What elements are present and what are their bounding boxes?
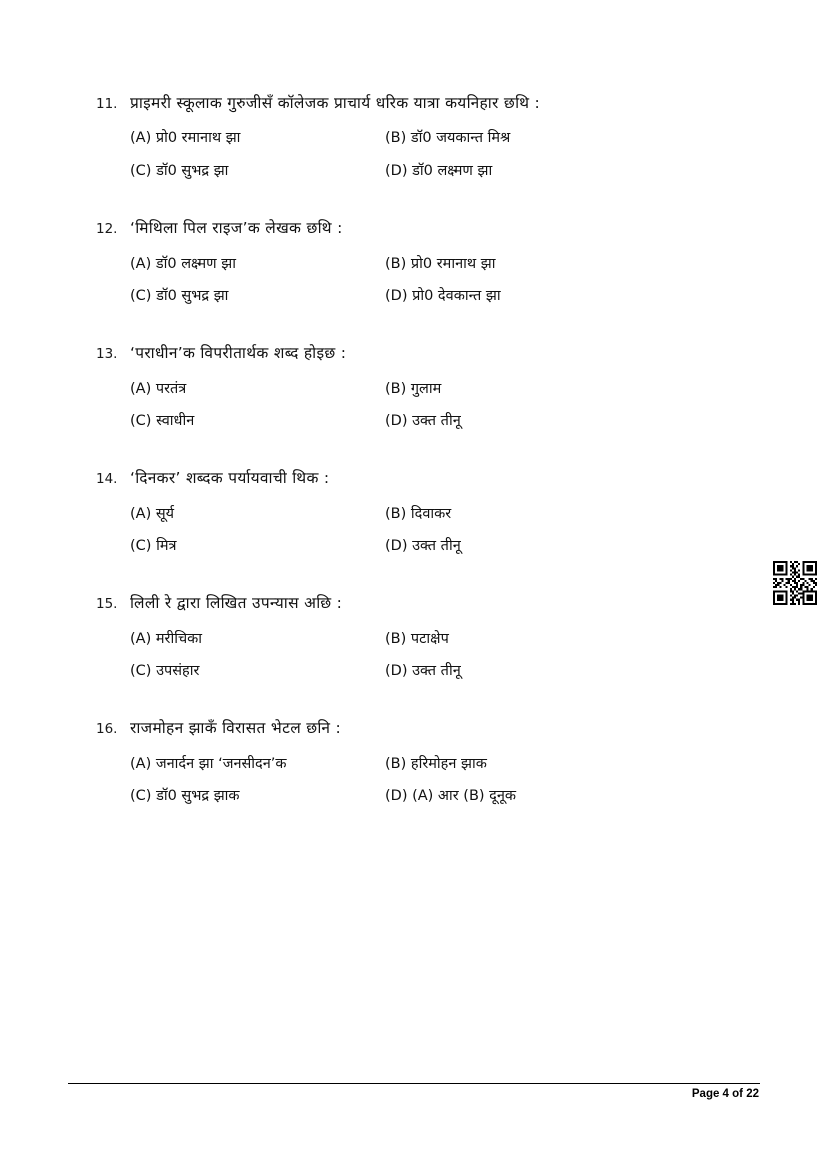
- option-a-label: (A): [130, 255, 152, 272]
- footer-page-number: Page 4 of 22: [691, 1088, 759, 1100]
- option-b-label: (B): [385, 380, 407, 397]
- option-d-text: उक्त तीनू: [412, 663, 461, 680]
- option-group: [130, 254, 736, 307]
- question-number: 16.: [96, 721, 118, 738]
- option-c-label: (C): [130, 788, 152, 805]
- option-b-label: (B): [385, 130, 407, 147]
- option-b[interactable]: [385, 128, 736, 148]
- option-b-label: (B): [385, 755, 407, 772]
- option-b-text: पटाक्षेप: [410, 630, 449, 647]
- option-a-text: परतंत्र: [155, 380, 187, 397]
- option-row: [130, 786, 736, 806]
- option-row: [130, 411, 736, 431]
- option-c-text: डॉ0 सुभद्र झा: [156, 162, 229, 179]
- option-a-label: (A): [130, 380, 152, 397]
- option-b[interactable]: [385, 629, 736, 649]
- option-c[interactable]: [130, 161, 385, 181]
- qr-code-icon: [773, 561, 817, 605]
- question-number: 11.: [96, 96, 118, 112]
- option-b[interactable]: [385, 754, 736, 774]
- option-group: [130, 128, 736, 181]
- option-group: [130, 754, 736, 807]
- option-a-text: प्रो0 रमानाथ झा: [155, 130, 241, 147]
- option-d[interactable]: [385, 286, 736, 306]
- option-group: [130, 379, 736, 432]
- option-group: [130, 504, 736, 557]
- option-d-text: डॉ0 लक्ष्मण झा: [412, 162, 493, 179]
- question-number: 15.: [96, 596, 118, 613]
- option-d[interactable]: [385, 786, 736, 806]
- question-heading: [96, 342, 736, 364]
- option-b-text: हरिमोहन झाक: [410, 755, 487, 772]
- option-a[interactable]: [130, 629, 385, 649]
- option-b-text: प्रो0 रमानाथ झा: [410, 255, 496, 272]
- option-c[interactable]: [130, 286, 385, 306]
- option-a-label: (A): [130, 755, 152, 772]
- question-item: [96, 592, 736, 681]
- option-a[interactable]: [130, 754, 385, 774]
- option-b-text: डॉ0 जयकान्त मिश्र: [410, 130, 511, 147]
- option-c-label: (C): [130, 162, 152, 179]
- option-c-text: डॉ0 सुभद्र झा: [156, 287, 229, 304]
- question-list: [96, 92, 736, 842]
- option-b-text: दिवाकर: [410, 505, 452, 522]
- question-heading: [96, 592, 736, 614]
- question-text: लिली रे द्वारा लिखित उपन्यास अछि :: [130, 594, 343, 613]
- option-a-label: (A): [130, 505, 152, 522]
- option-d[interactable]: [385, 161, 736, 181]
- question-text: ‘मिथिला पिल राइज’क लेखक छथि :: [130, 219, 343, 238]
- question-text: ‘पराधीन’क विपरीतार्थक शब्द होइछ :: [130, 344, 347, 363]
- option-row: [130, 286, 736, 306]
- option-b-text: गुलाम: [410, 380, 442, 397]
- question-text: ‘दिनकर’ शब्दक पर्यायवाची थिक :: [130, 469, 330, 488]
- question-item: [96, 717, 736, 806]
- option-a-text: डॉ0 लक्ष्मण झा: [155, 255, 236, 272]
- question-number: 14.: [96, 471, 118, 488]
- option-d-label: (D): [385, 788, 408, 805]
- option-a-label: (A): [130, 630, 152, 647]
- option-b[interactable]: [385, 504, 736, 524]
- option-c-label: (C): [130, 537, 152, 554]
- option-d-text: उक्त तीनू: [412, 537, 461, 554]
- question-item: [96, 342, 736, 431]
- option-c[interactable]: [130, 536, 385, 556]
- option-d-label: (D): [385, 162, 408, 179]
- option-row: [130, 254, 736, 274]
- option-c-text: डॉ0 सुभद्र झाक: [156, 788, 240, 805]
- question-text: प्राइमरी स्कूलाक गुरुजीसँ कॉलेजक प्राचार्य धरिक यात्रा कयनिहार छथि :: [130, 94, 541, 112]
- option-a[interactable]: [130, 128, 385, 148]
- option-a-text: जनार्दन झा ‘जनसीदन’क: [155, 755, 287, 772]
- option-row: [130, 128, 736, 148]
- option-row: [130, 536, 736, 556]
- option-d-label: (D): [385, 537, 408, 554]
- option-c-label: (C): [130, 412, 152, 429]
- option-row: [130, 161, 736, 181]
- option-b[interactable]: [385, 379, 736, 399]
- option-b-label: (B): [385, 630, 407, 647]
- option-c[interactable]: [130, 661, 385, 681]
- option-row: [130, 504, 736, 524]
- option-a[interactable]: [130, 379, 385, 399]
- option-d-label: (D): [385, 663, 408, 680]
- option-b-label: (B): [385, 505, 407, 522]
- option-c-text: उपसंहार: [156, 663, 200, 680]
- option-row: [130, 629, 736, 649]
- option-a-text: सूर्य: [155, 505, 175, 522]
- option-c-text: मित्र: [156, 537, 177, 554]
- option-b[interactable]: [385, 254, 736, 274]
- question-heading: [96, 717, 736, 739]
- option-d-text: उक्त तीनू: [412, 412, 461, 429]
- question-text: राजमोहन झाकँ विरासत भेटल छनि :: [130, 719, 342, 738]
- option-c[interactable]: [130, 411, 385, 431]
- option-d-label: (D): [385, 287, 408, 304]
- option-d-text: (A) आर (B) दूनूक: [412, 788, 517, 805]
- option-d[interactable]: [385, 536, 736, 556]
- option-group: [130, 629, 736, 682]
- option-row: [130, 661, 736, 681]
- option-d-label: (D): [385, 412, 408, 429]
- question-item: [96, 467, 736, 556]
- option-row: [130, 379, 736, 399]
- option-c-text: स्वाधीन: [156, 412, 195, 429]
- question-item: [96, 217, 736, 306]
- question-number: 12.: [96, 221, 118, 238]
- option-d-text: प्रो0 देवकान्त झा: [412, 287, 501, 304]
- option-a[interactable]: [130, 254, 385, 274]
- option-c[interactable]: [130, 786, 385, 806]
- option-b-label: (B): [385, 255, 407, 272]
- footer-divider: [68, 1083, 760, 1084]
- option-a[interactable]: [130, 504, 385, 524]
- question-heading: [96, 217, 736, 239]
- question-heading: [96, 92, 736, 114]
- option-c-label: (C): [130, 663, 152, 680]
- question-number: 13.: [96, 346, 118, 363]
- question-item: [96, 92, 736, 181]
- option-d[interactable]: [385, 411, 736, 431]
- option-c-label: (C): [130, 287, 152, 304]
- option-row: [130, 754, 736, 774]
- option-a-label: (A): [130, 130, 152, 147]
- option-d[interactable]: [385, 661, 736, 681]
- question-heading: [96, 467, 736, 489]
- option-a-text: मरीचिका: [155, 630, 203, 647]
